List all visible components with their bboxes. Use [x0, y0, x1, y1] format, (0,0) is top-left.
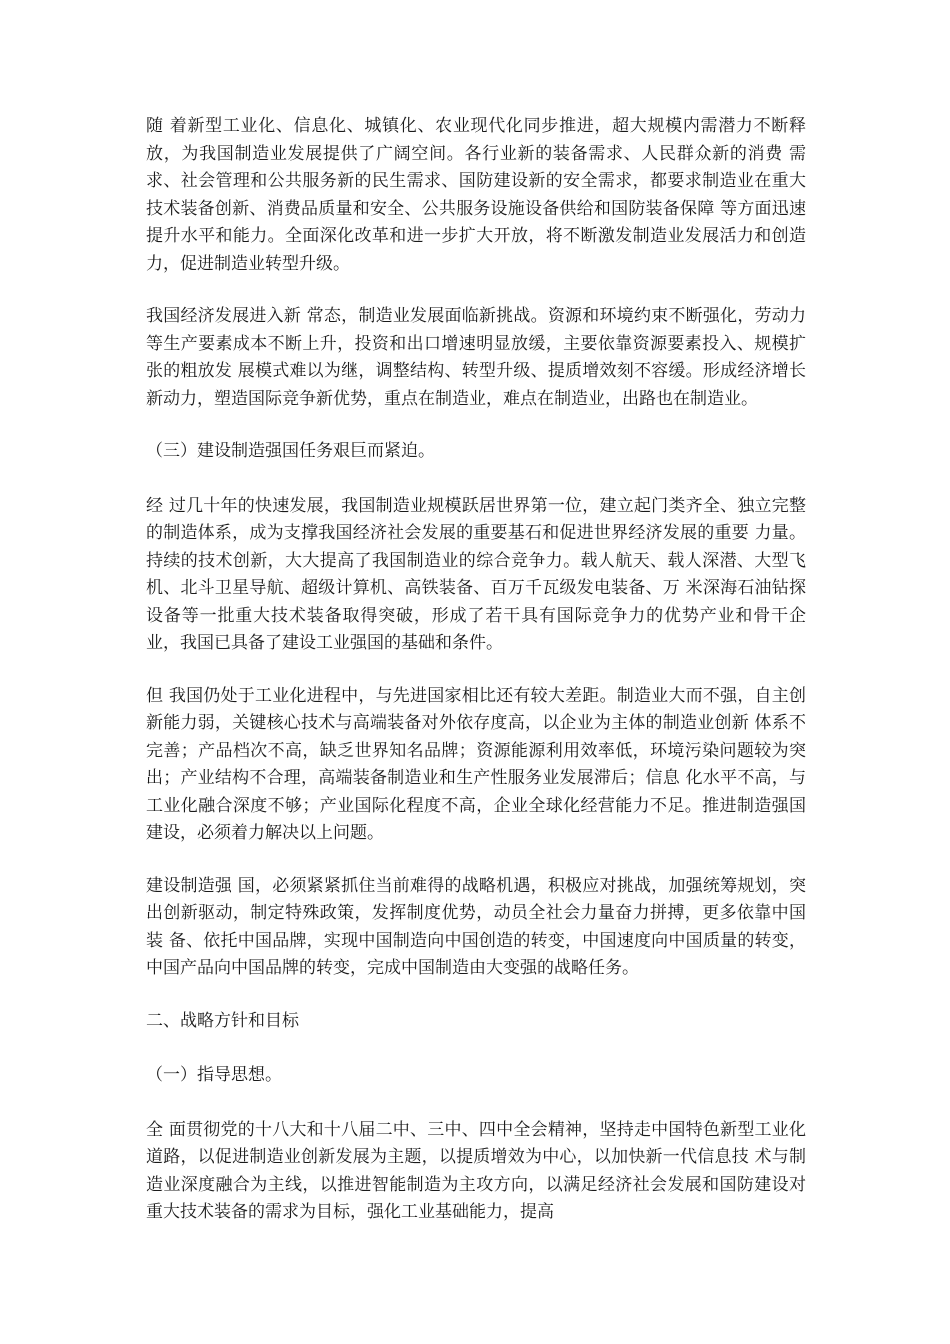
- paragraph-strategy: 建设制造强 国，必须紧紧抓住当前难得的战略机遇，积极应对挑战，加强统筹规划，突出创新驱动，制定特殊政策，发挥制度优势，动员全社会力量奋力拼搏，更多依靠中国装 备、依托中国品牌，实现中国制造向中国创造的转变，中国速度向中国质量的转变，中国产品向中国品牌的转变，完成中国制造由大变强的战略任务。: [146, 875, 806, 978]
- chapter-heading-strategy-goals: 二、战略方针和目标: [146, 1010, 299, 1031]
- document-body: [146, 113, 806, 1252]
- paragraph-new-normal: 我国经济发展进入新 常态，制造业发展面临新挑战。资源和环境约束不断强化，劳动力等生产要素成本不断上升，投资和出口增速明显放缓，主要依靠资源要素投入、规模扩张的粗放发 展模式难以为继，调整结构、转型升级、提质增效刻不容缓。形成经济增长新动力，塑造国际竞争新优势，重点在制造业，难点在制造业，出路也在制造业。: [146, 306, 806, 409]
- paragraph-gaps: 但 我国仍处于工业化进程中，与先进国家相比还有较大差距。制造业大而不强，自主创新能力弱，关键核心技术与高端装备对外依存度高，以企业为主体的制造业创新 体系不完善；产品档次不高，缺乏世界知名品牌；资源能源利用效率低，环境污染问题较为突出；产业结构不合理，高端装备制造业和生产性服务业发展滞后；信息 化水平不高，与工业化融合深度不够；产业国际化程度不高，企业全球化经营能力不足。推进制造强国建设，必须着力解决以上问题。: [146, 685, 806, 843]
- paragraph-domestic-demand: 随 着新型工业化、信息化、城镇化、农业现代化同步推进，超大规模内需潜力不断释放，为我国制造业发展提供了广阔空间。各行业新的装备需求、人民群众新的消费 需求、社会管理和公共服务新的民生需求、国防建设新的安全需求，都要求制造业在重大技术装备创新、消费品质量和安全、公共服务设施设备供给和国防装备保障 等方面迅速提升水平和能力。全面深化改革和进一步扩大开放，将不断激发制造业发展活力和创造力，促进制造业转型升级。: [146, 116, 806, 274]
- section-heading-task: （三）建设制造强国任务艰巨而紧迫。: [146, 441, 435, 461]
- paragraph-guiding-ideology: 全 面贯彻党的十八大和十八届二中、三中、四中全会精神，坚持走中国特色新型工业化道路，以促进制造业创新发展为主题，以提质增效为中心，以加快新一代信息技 术与制造业深度融合为主线，以推进智能制造为主攻方向，以满足经济社会发展和国防建设对重大技术装备的需求为目标，强化工业基础能力，提高: [146, 1119, 806, 1222]
- section-heading-guiding-ideology: （一）指导思想。: [146, 1065, 282, 1085]
- paragraph-achievements: 经 过几十年的快速发展，我国制造业规模跃居世界第一位，建立起门类齐全、独立完整的制造体系，成为支撑我国经济社会发展的重要基石和促进世界经济发展的重要 力量。持续的技术创新，大大提高了我国制造业的综合竞争力。载人航天、载人深潜、大型飞机、北斗卫星导航、超级计算机、高铁装备、百万千瓦级发电装备、万 米深海石油钻探设备等一批重大技术装备取得突破，形成了若干具有国际竞争力的优势产业和骨干企业，我国已具备了建设工业强国的基础和条件。: [146, 495, 806, 653]
